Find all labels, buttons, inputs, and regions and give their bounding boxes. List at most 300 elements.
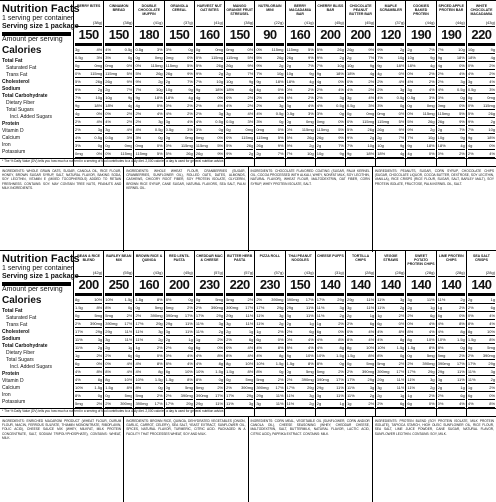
nutrient-dv: 5mg xyxy=(154,305,163,310)
nutrient-cell xyxy=(135,352,162,360)
nutrient-cell xyxy=(377,110,404,118)
product-column xyxy=(74,1,104,166)
nutrient-dv: 11% xyxy=(215,401,224,406)
nutrient-dv: 8% xyxy=(368,353,375,358)
nutrient-cell xyxy=(438,150,465,158)
nutrient-dv: 17% xyxy=(245,305,254,310)
nutrient-dv: 2% xyxy=(307,95,314,100)
nutrient-cell xyxy=(407,150,434,158)
nutrient-cell xyxy=(347,320,374,328)
nutrient-cell xyxy=(135,118,162,126)
nutrient-dv: 0mg xyxy=(245,127,254,132)
nutrient-amount: 11% xyxy=(377,297,385,302)
nutrient-amount: 5mg xyxy=(256,377,265,382)
nutrient-dv: 2% xyxy=(217,385,224,390)
nutrient-amount: 2% xyxy=(437,393,444,398)
nutrient-dv: 4% xyxy=(247,353,254,358)
nutrient-cell xyxy=(468,110,495,118)
nutrient-dv: 0% xyxy=(217,345,224,350)
nutrient-cell xyxy=(287,62,314,70)
nutrient-dv: 17% xyxy=(215,393,224,398)
nutrient-cell xyxy=(256,360,283,368)
nutrient-cell xyxy=(226,78,253,86)
nutrient-cell xyxy=(105,344,132,352)
nutrient-dv: 5% xyxy=(307,47,314,52)
nutrient-amount: 1.5g xyxy=(407,345,416,350)
nutrient-amount: 8% xyxy=(377,353,383,358)
product-serving: (44g) xyxy=(438,20,465,27)
nutrient-amount: 8% xyxy=(165,361,172,366)
nutrient-amount: 4% xyxy=(316,103,323,108)
nutrient-cell xyxy=(287,94,314,102)
nutrient-amount: 390mg xyxy=(226,305,239,310)
product-serving: (43g) xyxy=(135,270,162,277)
nutrient-cell xyxy=(196,368,223,376)
nutrient-cell xyxy=(347,126,374,134)
nutrient-cell xyxy=(468,328,495,336)
nutrient-cell xyxy=(105,392,132,400)
nutrient-dv: 4% xyxy=(187,361,193,366)
nutrient-amount: 115mg xyxy=(226,55,239,60)
nutrient-amount: 2g xyxy=(407,47,412,52)
nutrient-dv: 8% xyxy=(307,361,314,366)
nutrient-label: Calcium xyxy=(2,135,21,141)
nutrient-dv: 3g xyxy=(490,369,496,374)
product-column xyxy=(316,251,346,416)
nutrient-dv: 3% xyxy=(187,127,193,132)
nutrient-dv: 2g xyxy=(248,151,254,156)
nutrient-cell xyxy=(166,400,193,408)
nutrient-dv: 7% xyxy=(247,71,254,76)
nutrient-amount: 8g xyxy=(407,337,412,342)
nutrient-cell xyxy=(226,70,253,78)
nutrient-dv: 2g xyxy=(369,135,375,140)
nutrient-amount: 10% xyxy=(377,345,386,350)
nutrient-amount: 18% xyxy=(165,95,174,100)
facts-grid xyxy=(0,251,496,416)
nutrient-cell xyxy=(105,304,132,312)
nutrient-amount: 5% xyxy=(407,119,414,124)
nutrient-cell xyxy=(438,62,465,70)
nutrient-label: Vitamin D xyxy=(2,128,24,134)
product-serving: (28g) xyxy=(377,270,404,277)
nutrient-dv: 3g xyxy=(218,111,224,116)
nutrient-amount: 2% xyxy=(105,401,111,406)
nutrient-cell xyxy=(105,46,132,54)
nutrient-dv: 10% xyxy=(184,369,193,374)
nutrient-dv: 2% xyxy=(247,95,254,100)
nutrient-dv: 0mg xyxy=(366,111,375,116)
nutrient-amount: 17% xyxy=(165,401,174,406)
nutrient-dv: 2% xyxy=(96,353,103,358)
nutrient-amount: 9% xyxy=(75,87,81,92)
nutrient-dv: 3g xyxy=(279,103,284,108)
nutrient-amount: 2g xyxy=(105,87,110,92)
product-serving: (42g) xyxy=(75,270,102,277)
nutrient-cell xyxy=(407,336,434,344)
nutrient-amount: 6g xyxy=(256,337,261,342)
nutrient-cell xyxy=(377,94,404,102)
nutrient-amount: 3g xyxy=(226,111,231,116)
nutrient-cell xyxy=(226,400,253,408)
nutrient-amount: 26g xyxy=(346,47,354,52)
nutrient-label: Protein xyxy=(2,121,20,127)
nutrient-cell xyxy=(166,336,193,344)
nutrient-dv: 0g xyxy=(399,353,405,358)
nutrient-dv: 26g xyxy=(246,143,254,148)
nutrient-dv: 4g xyxy=(248,87,254,92)
nutrient-cell xyxy=(226,376,253,384)
nutrient-amount: 18% xyxy=(346,71,355,76)
nutrient-cell xyxy=(377,126,404,134)
nutrient-cell xyxy=(196,352,223,360)
nutrient-amount: 0g xyxy=(407,103,412,108)
nutrient-cell xyxy=(438,296,465,304)
nutrient-cell xyxy=(468,126,495,134)
nutrient-label: Total Fat xyxy=(2,308,23,314)
nutrient-cell xyxy=(468,384,495,392)
nutrient-dv: 10% xyxy=(94,297,103,302)
nutrient-amount: 2g xyxy=(316,143,322,148)
nutrient-cell xyxy=(438,46,465,54)
product-serving: (22g) xyxy=(256,20,283,27)
nutrient-amount: 8g xyxy=(75,297,80,302)
nutrient-dv: 2% xyxy=(126,111,133,116)
nutrient-label: Iron xyxy=(2,142,11,148)
nutrient-amount: 6g xyxy=(195,345,201,350)
nutrient-amount: 8% xyxy=(316,361,323,366)
nutrient-cell xyxy=(226,126,253,134)
product-calories: 220 xyxy=(468,27,495,46)
nutrient-cell xyxy=(166,46,193,54)
product-serving: (37g) xyxy=(166,20,193,27)
nutrient-dv: 5mg xyxy=(426,353,435,358)
nutrient-cell xyxy=(347,62,374,70)
nutrient-cell xyxy=(438,312,465,320)
nutrient-amount: 0% xyxy=(467,313,474,318)
nutrient-cell xyxy=(105,142,132,150)
nutrient-cell xyxy=(196,86,223,94)
nutrient-label: Calcium xyxy=(2,385,21,391)
nutrient-dv: 0% xyxy=(459,103,465,108)
nutrient-amount: 3% xyxy=(195,127,202,132)
nutrient-cell xyxy=(347,86,374,94)
nutrient-cell xyxy=(196,336,223,344)
nutrient-cell xyxy=(105,102,132,110)
nutrient-dv: 2% xyxy=(459,151,465,156)
nutrient-cell xyxy=(407,304,434,312)
nutrient-amount: 0% xyxy=(346,119,353,124)
nutrient-cell xyxy=(105,352,132,360)
nutrient-cell xyxy=(287,392,314,400)
nutrient-amount: 2% xyxy=(195,111,202,116)
nutrient-dv: 11% xyxy=(245,321,254,326)
nutrient-dv: 0% xyxy=(428,401,435,406)
nutrient-cell xyxy=(196,384,223,392)
nutrient-cell xyxy=(377,134,404,142)
nutrient-amount: 2% xyxy=(195,305,202,310)
nutrient-cell xyxy=(287,400,314,408)
nutrient-dv: 26g xyxy=(337,47,344,52)
nutrient-amount: 115mg xyxy=(377,119,390,124)
nutrient-dv: 2% xyxy=(307,87,314,92)
nutrient-dv: 7% xyxy=(187,79,193,84)
nutrient-amount: 2% xyxy=(377,79,383,84)
nutrient-dv: 8g xyxy=(158,369,163,374)
nutrient-amount: 8g xyxy=(286,353,291,358)
product-column xyxy=(195,1,225,166)
nutrient-amount: 115mg xyxy=(256,135,269,140)
nutrient-dv: 4% xyxy=(428,87,435,92)
nutrient-cell xyxy=(468,320,495,328)
nutrient-cell xyxy=(377,46,404,54)
nutrient-dv: 0% xyxy=(398,321,405,326)
nutrient-dv: 2% xyxy=(489,63,496,68)
nutrient-cell xyxy=(105,78,132,86)
nutrient-cell xyxy=(75,142,102,150)
nutrient-amount: 2% xyxy=(135,313,142,318)
nutrient-cell xyxy=(166,78,193,86)
nutrient-cell xyxy=(135,360,162,368)
nutrient-cell xyxy=(347,102,374,110)
nutrient-dv: 0.5g xyxy=(124,47,133,52)
serving-size-label: Serving size xyxy=(2,23,43,30)
nutrient-amount: 3% xyxy=(377,103,383,108)
serving-size-label: Serving size xyxy=(2,273,43,280)
product-calories: 190 xyxy=(407,27,434,46)
nutrient-amount: 10g xyxy=(226,79,233,84)
nutrient-amount: 0g xyxy=(135,305,140,310)
nutrient-amount: 115mg xyxy=(135,151,148,156)
nutrient-dv: 3g xyxy=(218,321,224,326)
nutrient-amount: 3g xyxy=(407,297,412,302)
nutrient-dv: 3% xyxy=(489,87,496,92)
nutrient-dv: 115mg xyxy=(211,55,224,60)
nutrient-cell xyxy=(317,46,344,54)
nutrient-dv: 5mg xyxy=(185,385,193,390)
nutrient-cell xyxy=(226,384,253,392)
product-serving: (43g) xyxy=(468,20,495,27)
product-calories: 180 xyxy=(135,27,162,46)
nutrient-amount: 11% xyxy=(286,401,295,406)
nutrient-amount: 0.5g xyxy=(105,135,114,140)
nutrient-amount: 2% xyxy=(75,127,81,132)
nutrient-amount: 0% xyxy=(256,47,263,52)
nutrient-amount: 3g xyxy=(165,119,171,124)
nutrient-amount: 3g xyxy=(105,337,110,342)
nutrient-amount: 3% xyxy=(256,119,263,124)
nutrient-cell xyxy=(75,102,102,110)
product-column xyxy=(195,251,225,416)
nutrient-dv: 8% xyxy=(277,345,284,350)
nutrient-amount: 9% xyxy=(286,143,293,148)
nutrient-label: Saturated Fat xyxy=(6,315,37,321)
nutrient-dv: 0% xyxy=(187,55,193,60)
nutrient-dv: 0g xyxy=(279,369,284,374)
nutrient-amount: 3g xyxy=(286,103,291,108)
ingredients-section xyxy=(0,166,496,252)
nutrient-dv: 11% xyxy=(396,385,405,390)
nutrient-dv: 0g xyxy=(218,377,224,382)
nutrient-cell xyxy=(438,102,465,110)
nutrient-cell xyxy=(226,102,253,110)
nutrient-dv: 0.5g xyxy=(275,111,284,116)
nutrient-dv: 9% xyxy=(277,143,284,148)
nutrient-amount: 4g xyxy=(195,95,201,100)
nutrient-dv: 17% xyxy=(275,385,284,390)
nutrient-cell xyxy=(377,392,404,400)
product-serving: (37g) xyxy=(377,20,404,27)
nutrient-cell xyxy=(377,70,404,78)
nutrient-cell xyxy=(135,304,162,312)
nutrient-dv: 6g xyxy=(127,353,133,358)
ingredients-text: INGREDIENTS: PEANUTS, SUGAR, CORN SYRUP, CHOCOLATE CHIPS (SUGAR, CHOCOLATE LIQUOR, COCOA BUTTER, DEXTROSE, SOY LECITHIN, VANILLA), RICE CRISPS (RICE FLOUR, SUGAR, SALT, BARLEY MALT), SOY PROTEIN ISOLATE, FRUCTOSE, PALM KERNEL OIL, SALT. xyxy=(374,169,494,186)
nutrient-dv: 3g xyxy=(248,401,254,406)
nutrient-dv: 2% xyxy=(187,305,193,310)
nutrient-dv: 390mg xyxy=(361,369,375,374)
nutrient-amount: 8% xyxy=(346,337,353,342)
nutrient-amount: 6g xyxy=(377,321,382,326)
nutrient-amount: 4g xyxy=(316,79,322,84)
nutrient-cell xyxy=(317,62,344,70)
nutrient-amount: 9% xyxy=(195,71,202,76)
nutrient-label: Vitamin D xyxy=(2,378,24,384)
nutrient-cell xyxy=(256,296,283,304)
nutrient-dv: 4% xyxy=(428,329,435,334)
nutrient-dv: 6g xyxy=(460,393,465,398)
nutrient-dv: 3g xyxy=(97,337,103,342)
nutrient-dv: 10g xyxy=(458,47,465,52)
product-calories: 150 xyxy=(166,27,193,46)
nutrient-amount: 2% xyxy=(346,321,353,326)
nutrient-dv: 11% xyxy=(366,305,375,310)
nutrient-cell xyxy=(407,142,434,150)
nutrient-amount: 11% xyxy=(467,369,476,374)
nutrient-amount: 0.5g xyxy=(75,55,83,60)
nutrient-cell xyxy=(287,110,314,118)
product-calories: 160 xyxy=(196,27,223,46)
nutrient-dv: 6g xyxy=(399,401,405,406)
nutrient-dv: 5% xyxy=(217,143,224,148)
nutrient-dv: 29g xyxy=(488,361,496,366)
facts-title: Nutrition Facts xyxy=(2,3,80,15)
amount-per-serving: Amount per serving xyxy=(2,286,63,293)
nutrient-cell xyxy=(468,312,495,320)
nutrient-cell xyxy=(196,118,223,126)
nutrient-amount: 7% xyxy=(407,135,414,140)
nutrient-amount: 29g xyxy=(286,305,294,310)
nutrient-cell xyxy=(75,392,102,400)
product-serving: (38g) xyxy=(105,20,132,27)
nutrient-dv: 18% xyxy=(396,63,405,68)
nutrient-dv: 8% xyxy=(398,329,405,334)
product-calories: 120 xyxy=(377,27,404,46)
nutrient-cell xyxy=(226,94,253,102)
nutrient-dv: 6g xyxy=(309,329,314,334)
nutrient-amount: 2% xyxy=(437,79,444,84)
nutrient-amount: 9g xyxy=(135,95,140,100)
nutrient-cell xyxy=(468,86,495,94)
nutrient-amount: 115mg xyxy=(195,143,208,148)
product-serving: (45g) xyxy=(317,20,344,27)
nutrient-amount: 4% xyxy=(256,353,263,358)
nutrient-amount: 4% xyxy=(316,345,323,350)
nutrient-cell xyxy=(105,70,132,78)
product-column xyxy=(286,251,316,416)
nutrient-amount: 29g xyxy=(346,297,354,302)
nutrient-dv: 9% xyxy=(398,127,405,132)
nutrient-amount: 2g xyxy=(407,305,412,310)
nutrient-dv: 0% xyxy=(398,111,405,116)
nutrient-dv: 29g xyxy=(246,393,254,398)
nutrient-dv: 8g xyxy=(460,329,465,334)
nutrient-label: Incl. Added Sugars xyxy=(10,114,52,120)
nutrient-dv: 115mg xyxy=(483,103,496,108)
nutrient-dv: 1g xyxy=(188,337,193,342)
nutrient-dv: 4% xyxy=(459,401,465,406)
nutrient-cell xyxy=(438,368,465,376)
nutrient-dv: 0g xyxy=(188,297,193,302)
nutrient-dv: 9% xyxy=(368,47,375,52)
nutrient-cell xyxy=(226,118,253,126)
nutrient-cell xyxy=(287,150,314,158)
nutrient-amount: 11% xyxy=(437,297,446,302)
nutrient-amount: 2g xyxy=(165,337,171,342)
product-column xyxy=(467,1,496,166)
nutrient-dv: 8% xyxy=(489,401,496,406)
nutrient-dv: 115mg xyxy=(362,119,375,124)
nutrient-dv: 2% xyxy=(428,79,435,84)
nutrient-amount: 10g xyxy=(316,151,324,156)
nutrient-dv: 1g xyxy=(490,297,496,302)
nutrient-cell xyxy=(377,312,404,320)
nutrient-cell xyxy=(347,46,374,54)
nutrient-amount: 0% xyxy=(346,79,353,84)
nutrient-cell xyxy=(226,46,253,54)
nutrient-dv: 0% xyxy=(217,135,224,140)
nutrient-dv: 10g xyxy=(367,143,375,148)
product-serving: (41g) xyxy=(196,20,223,27)
nutrient-cell xyxy=(105,400,132,408)
nutrient-cell xyxy=(287,320,314,328)
nutrient-label: Cholesterol xyxy=(2,329,30,335)
nutrient-cell xyxy=(317,320,344,328)
nutrient-cell xyxy=(196,312,223,320)
nutrient-dv: 26g xyxy=(488,111,496,116)
ingredients-text: INGREDIENTS: CORN MEAL, VEGETABLE OIL (SUNFLOWER, CORN AND/OR CANOLA OIL), CHEESE SEASONING (WHEY, CHEDDAR CHEESE, MALTODEXTRIN, SALT, BUTTERMILK, NATURAL FLAVOR, LACTIC ACID, CITRIC ACID), PAPRIKA EXTRACT. CONTAINS: MILK. xyxy=(249,417,373,502)
nutrient-amount: 8g xyxy=(346,345,352,350)
nutrient-amount: 18% xyxy=(377,151,386,156)
nutrient-dv: 6g xyxy=(248,337,254,342)
nutrient-dv: 17% xyxy=(335,377,344,382)
nutrition-panel-bottom xyxy=(0,250,496,501)
nutrient-dv: 2% xyxy=(428,71,435,76)
nutrient-dv: 0% xyxy=(459,63,465,68)
product-column xyxy=(406,251,436,416)
nutrient-amount: 3% xyxy=(165,47,172,52)
product-column xyxy=(74,251,104,416)
calories-label: Calories xyxy=(2,45,42,56)
product-column xyxy=(437,251,467,416)
nutrient-amount: 10% xyxy=(195,369,204,374)
nutrient-cell xyxy=(347,70,374,78)
nutrient-cell xyxy=(347,94,374,102)
nutrient-cell xyxy=(377,78,404,86)
nutrient-amount: 1g xyxy=(256,329,261,334)
nutrient-dv: 11% xyxy=(275,401,284,406)
nutrient-dv: 4% xyxy=(368,95,375,100)
nutrient-dv: 9g xyxy=(430,55,435,60)
